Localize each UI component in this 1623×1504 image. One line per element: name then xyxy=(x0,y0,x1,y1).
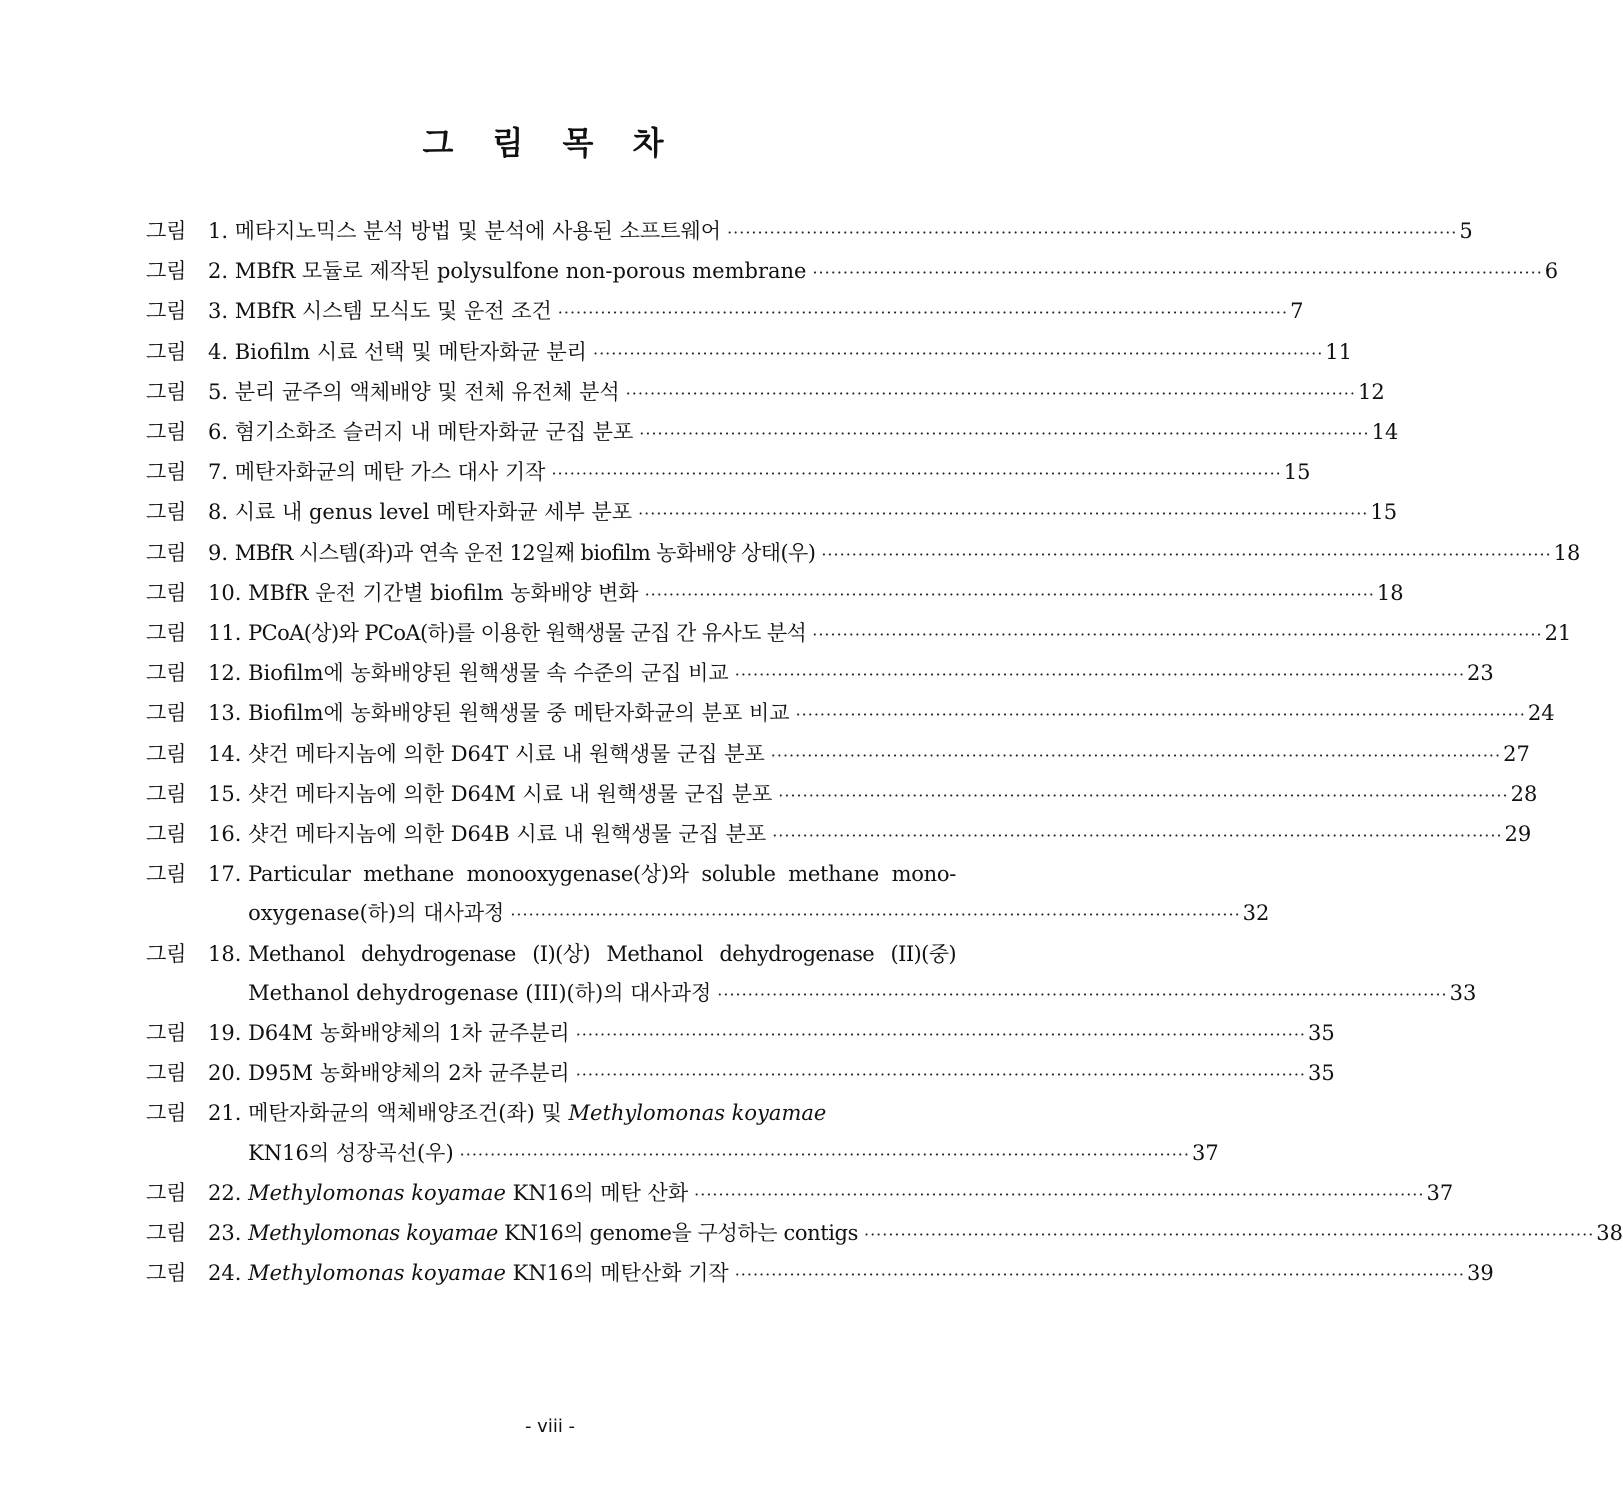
entry-title: D64M 농화배양체의 1차 균주분리 xyxy=(248,1021,570,1046)
entry-number: 2. xyxy=(208,259,229,284)
toc-entry-19[interactable] xyxy=(146,1014,1335,1054)
entry-page: 18 xyxy=(1376,580,1404,605)
leader-dots: ························································································································ xyxy=(812,263,1543,283)
entry-number: 11. xyxy=(208,621,242,646)
toc-entry-12[interactable] xyxy=(146,654,1494,694)
entry-title: Biofilm 시료 선택 및 메탄자화균 분리 xyxy=(234,339,587,364)
entry-page: 14 xyxy=(1371,420,1399,445)
entry-prefix: 그림 xyxy=(146,741,187,766)
entry-page: 21 xyxy=(1544,621,1572,646)
toc-entry-20[interactable] xyxy=(146,1054,1335,1094)
entry-prefix: 그림 xyxy=(146,701,187,726)
entry-title: 메탄자화균의 메탄 가스 대사 기작 xyxy=(234,460,546,485)
entry-number: 13. xyxy=(208,701,242,726)
entry-prefix: 그림 xyxy=(146,1261,187,1286)
entry-title: Biofilm에 농화배양된 원핵생물 중 메탄자화균의 분포 비교 xyxy=(248,701,790,726)
entry-number: 14. xyxy=(208,741,242,766)
entry-page: 38 xyxy=(1596,1221,1623,1246)
entry-title-line1: 메탄자화균의 액체배양조건(좌) 및 xyxy=(248,1101,569,1126)
toc-entry-2[interactable] xyxy=(146,252,1559,292)
leader-dots: ························································································································ xyxy=(770,745,1502,765)
entry-page: 12 xyxy=(1357,379,1385,404)
species-name: Methylomonas koyamae xyxy=(248,1180,506,1205)
toc-entry-4[interactable] xyxy=(146,333,1353,373)
entry-title: D95M 농화배양체의 2차 균주분리 xyxy=(248,1061,570,1086)
entry-prefix: 그림 xyxy=(146,781,187,806)
entry-page: 39 xyxy=(1467,1261,1494,1286)
entry-page: 15 xyxy=(1370,500,1398,525)
entry-prefix: 그림 xyxy=(146,862,187,887)
entry-page: 15 xyxy=(1283,460,1311,485)
entry-page: 24 xyxy=(1527,701,1555,726)
entry-title: 샷건 메타지놈에 의한 D64B 시료 내 원핵생물 군집 분포 xyxy=(248,822,767,847)
entry-number: 10. xyxy=(208,580,242,605)
entry-number: 19. xyxy=(208,1021,242,1046)
toc-entry-5[interactable] xyxy=(146,373,1385,413)
toc-entry-11[interactable] xyxy=(146,614,1572,654)
entry-title-line1: Particular methane monooxygenase(상)와 soluble methane mono- xyxy=(248,862,956,887)
entry-prefix: 그림 xyxy=(146,259,187,284)
entry-title: 분리 균주의 액체배양 및 전체 유전체 분석 xyxy=(234,379,620,404)
leader-dots: ························································································································ xyxy=(778,785,1509,805)
leader-dots: ························································································································ xyxy=(575,1025,1306,1045)
leader-dots: ························································································································ xyxy=(557,303,1289,323)
entry-prefix: 그림 xyxy=(146,580,187,605)
toc-entry-7[interactable] xyxy=(146,453,1311,493)
entry-prefix: 그림 xyxy=(146,1101,187,1126)
leader-dots: ························································································································ xyxy=(795,705,1526,725)
entry-number: 5. xyxy=(208,379,229,404)
entry-number: 1. xyxy=(208,219,229,243)
toc-entry-10[interactable] xyxy=(146,574,1404,614)
entry-number: 22. xyxy=(208,1180,242,1205)
species-name: Methylomonas koyamae xyxy=(248,1261,506,1286)
toc-entry-21[interactable] xyxy=(146,1094,1219,1173)
entry-prefix: 그림 xyxy=(146,941,187,966)
page-title: 그 림 목 차 xyxy=(422,124,678,162)
entry-title: 샷건 메타지놈에 의한 D64M 시료 내 원핵생물 군집 분포 xyxy=(248,781,773,806)
leader-dots: ························································································································ xyxy=(727,223,1458,242)
leader-dots: ························································································································ xyxy=(734,1265,1466,1285)
entry-title-line2: Methanol dehydrogenase (III)(하)의 대사과정 xyxy=(248,980,712,1005)
leader-dots: ························································································································ xyxy=(625,383,1356,403)
leader-dots: ························································································································ xyxy=(644,584,1375,604)
entry-prefix: 그림 xyxy=(146,1061,187,1086)
toc-entry-23[interactable] xyxy=(146,1214,1623,1254)
entry-title: MBfR 운전 기간별 biofilm 농화배양 변화 xyxy=(248,580,639,605)
entry-page: 37 xyxy=(1191,1140,1219,1165)
toc-entry-17[interactable] xyxy=(146,855,1270,934)
entry-page: 23 xyxy=(1467,661,1494,686)
leader-dots: ························································································································ xyxy=(592,343,1324,363)
entry-number: 6. xyxy=(208,420,229,445)
toc-entry-16[interactable] xyxy=(146,815,1532,855)
leader-dots: ························································································································ xyxy=(863,1225,1595,1245)
entry-prefix: 그림 xyxy=(146,420,187,445)
entry-number: 15. xyxy=(208,781,242,806)
entry-title: 메타지노믹스 분석 방법 및 분석에 사용된 소프트웨어 xyxy=(234,219,722,243)
entry-page: 28 xyxy=(1510,781,1538,806)
entry-number: 12. xyxy=(208,661,242,686)
toc-entry-18[interactable] xyxy=(146,935,1477,1014)
leader-dots: ························································································································ xyxy=(510,905,1241,925)
leader-dots: ························································································································ xyxy=(575,1065,1306,1085)
entry-page: 27 xyxy=(1503,741,1530,766)
species-name: Methylomonas koyamae xyxy=(568,1101,827,1126)
entry-number: 9. xyxy=(208,540,229,565)
entry-number: 8. xyxy=(208,500,229,525)
leader-dots: ························································································································ xyxy=(694,1184,1425,1204)
entry-page: 29 xyxy=(1504,822,1532,847)
entry-title: Biofilm에 농화배양된 원핵생물 속 수준의 군집 비교 xyxy=(248,661,729,686)
entry-title: PCoA(상)와 PCoA(하)를 이용한 원핵생물 군집 간 유사도 분석 xyxy=(248,621,807,646)
entry-number: 7. xyxy=(208,460,229,485)
entry-prefix: 그림 xyxy=(146,500,187,525)
entry-number: 20. xyxy=(208,1061,242,1086)
leader-dots: ························································································································ xyxy=(717,984,1448,1004)
toc-entry-15[interactable] xyxy=(146,775,1538,815)
leader-dots: ························································································································ xyxy=(772,826,1503,846)
figure-list xyxy=(146,212,1623,1294)
entry-prefix: 그림 xyxy=(146,661,187,686)
entry-prefix: 그림 xyxy=(146,1221,187,1246)
toc-entry-1[interactable] xyxy=(146,212,1473,252)
entry-number: 17. xyxy=(208,862,242,887)
leader-dots: ························································································································ xyxy=(734,665,1466,685)
toc-entry-6[interactable] xyxy=(146,413,1399,453)
leader-dots: ························································································································ xyxy=(821,544,1552,564)
leader-dots: ························································································································ xyxy=(638,504,1369,524)
entry-number: 16. xyxy=(208,822,242,847)
leader-dots: ························································································································ xyxy=(639,424,1370,444)
entry-prefix: 그림 xyxy=(146,460,187,485)
entry-title: 시료 내 genus level 메탄자화균 세부 분포 xyxy=(234,500,633,525)
page-number-footer: - viii - xyxy=(524,1416,576,1437)
toc-entry-14[interactable] xyxy=(146,735,1530,775)
leader-dots: ························································································································ xyxy=(812,625,1543,645)
entry-title-line2: KN16의 성장곡선(우) xyxy=(248,1140,454,1165)
entry-title: MBfR 시스템(좌)과 연속 운전 12일째 biofilm 농화배양 상태(우) xyxy=(234,540,816,565)
entry-prefix: 그림 xyxy=(146,219,187,243)
entry-page: 35 xyxy=(1308,1021,1335,1046)
entry-title: KN16의 메탄산화 기작 xyxy=(505,1261,729,1286)
toc-entry-13[interactable] xyxy=(146,694,1555,734)
entry-number: 4. xyxy=(208,339,229,364)
toc-entry-22[interactable] xyxy=(146,1174,1454,1214)
entry-title: KN16의 genome을 구성하는 contigs xyxy=(497,1221,858,1246)
entry-page: 37 xyxy=(1426,1180,1454,1205)
entry-title: MBfR 시스템 모식도 및 운전 조건 xyxy=(234,299,552,324)
entry-number: 23. xyxy=(208,1221,242,1246)
entry-prefix: 그림 xyxy=(146,379,187,404)
toc-entry-3[interactable] xyxy=(146,292,1304,332)
leader-dots: ························································································································ xyxy=(459,1144,1190,1164)
entry-page: 33 xyxy=(1449,980,1477,1005)
toc-entry-9[interactable] xyxy=(146,534,1581,574)
entry-title: 샷건 메타지놈에 의한 D64T 시료 내 원핵생물 군집 분포 xyxy=(248,741,765,766)
entry-page: 18 xyxy=(1553,540,1581,565)
entry-number: 18. xyxy=(208,941,242,966)
entry-number: 21. xyxy=(208,1101,242,1126)
entry-page: 11 xyxy=(1325,339,1353,364)
entry-prefix: 그림 xyxy=(146,540,187,565)
entry-prefix: 그림 xyxy=(146,1021,187,1046)
entry-title: MBfR 모듈로 제작된 polysulfone non-porous membrane xyxy=(234,259,807,284)
entry-title-line2: oxygenase(하)의 대사과정 xyxy=(248,901,505,926)
toc-entry-24[interactable] xyxy=(146,1254,1494,1294)
entry-page: 6 xyxy=(1544,259,1559,284)
toc-entry-8[interactable] xyxy=(146,493,1398,533)
species-name: Methylomonas koyamae xyxy=(248,1221,498,1246)
entry-number: 24. xyxy=(208,1261,242,1286)
entry-title: 혐기소화조 슬러지 내 메탄자화균 군집 분포 xyxy=(234,420,634,445)
entry-prefix: 그림 xyxy=(146,1180,187,1205)
entry-prefix: 그림 xyxy=(146,621,187,646)
entry-page: 5 xyxy=(1459,219,1473,243)
entry-page: 35 xyxy=(1308,1061,1335,1086)
entry-title-line1: Methanol dehydrogenase (I)(상) Methanol dehydrogenase (II)(중) xyxy=(248,941,956,966)
entry-number: 3. xyxy=(208,299,229,324)
entry-title: KN16의 메탄 산화 xyxy=(505,1180,689,1205)
entry-prefix: 그림 xyxy=(146,822,187,847)
entry-prefix: 그림 xyxy=(146,339,187,364)
entry-page: 7 xyxy=(1290,299,1304,324)
leader-dots: ························································································································ xyxy=(551,464,1282,484)
entry-prefix: 그림 xyxy=(146,299,187,324)
entry-page: 32 xyxy=(1242,901,1270,926)
